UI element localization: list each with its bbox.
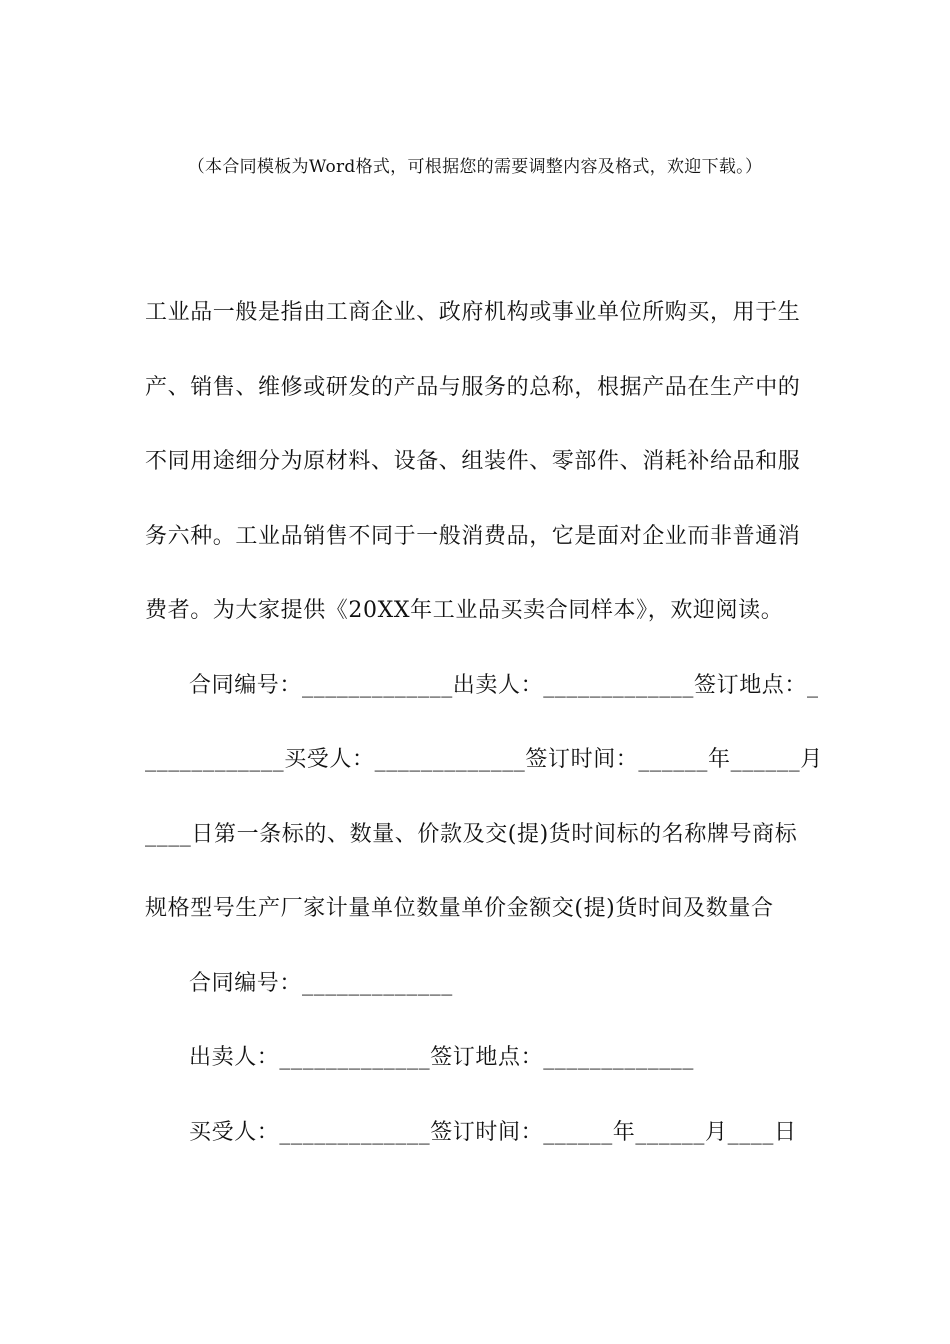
contract-header-line: ____________买受人：_____________签订时间：______年______月 (145, 747, 823, 772)
template-note: （本合同模板为Word格式，可根据您的需要调整内容及格式，欢迎下载。） (187, 157, 763, 177)
document-body (145, 276, 823, 1170)
buyer-line: 买受人：_____________签订时间：______年______月____日 (189, 1119, 797, 1145)
contract-number-line: 合同编号：_____________ (189, 970, 453, 996)
contract-header-line: ____日第一条标的、数量、价款及交(提)货时间标的名称牌号商标 (145, 821, 798, 847)
seller-line: 出卖人：_____________签订地点：_____________ (189, 1045, 695, 1070)
body-line: 不同用途细分为原材料、设备、组装件、零部件、消耗补给品和服 (145, 449, 801, 474)
contract-header-line: 合同编号：_____________出卖人：_____________签订地点：_ (189, 672, 819, 698)
body-line: 产、销售、维修或研发的产品与服务的总称，根据产品在生产中的 (145, 374, 801, 400)
body-line: 费者。为大家提供《20XX年工业品买卖合同样本》，欢迎阅读。 (145, 598, 784, 623)
contract-header-line: 规格型号生产厂家计量单位数量单价金额交(提)货时间及数量合 (145, 896, 774, 921)
body-line: 务六种。工业品销售不同于一般消费品，它是面对企业而非普通消 (145, 523, 801, 549)
body-line: 工业品一般是指由工商企业、政府机构或事业单位所购买，用于生 (145, 300, 801, 325)
